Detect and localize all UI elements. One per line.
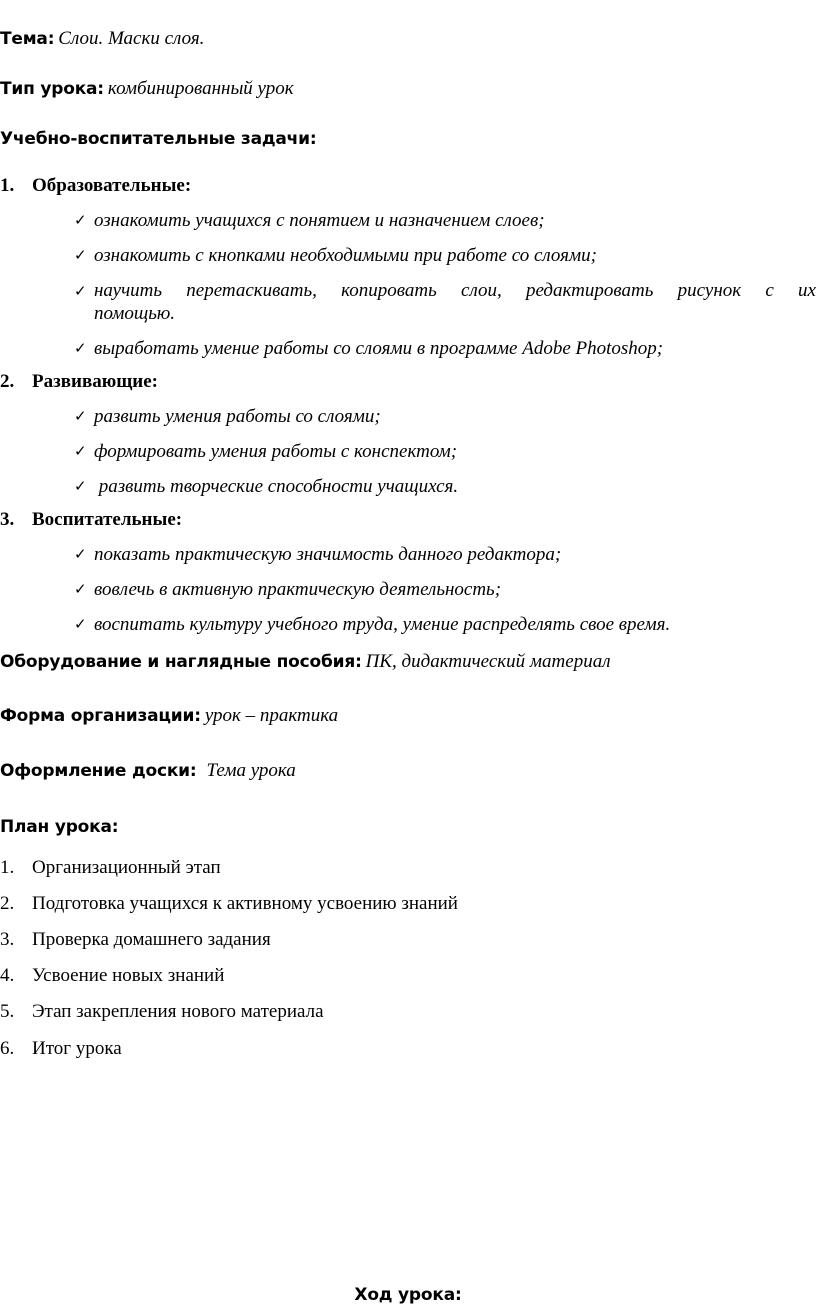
list-item (74, 405, 381, 429)
checkmark-icon: ✓ (74, 615, 87, 633)
list-item-text: показать практическую значимость данного редактора; (94, 544, 562, 565)
section-1-label: Образовательные: (32, 175, 192, 196)
list-item (74, 475, 458, 499)
list-item (74, 440, 457, 464)
list-item-text: выработать умение работы со слоями в программе Adobe Photoshop; (94, 338, 664, 359)
list-item-continuation: помощью. (94, 303, 176, 324)
plan-item-number: 1. (0, 857, 15, 878)
section-1-title (0, 175, 191, 197)
lesson-progress-heading: Ход урока: (354, 1285, 462, 1305)
list-item-text: развить творческие способности учащихся. (94, 476, 459, 497)
plan-item-number: 5. (0, 1001, 15, 1022)
topic-line (0, 28, 204, 51)
section-3-label: Воспитательные: (32, 509, 183, 530)
lesson-type-value: комбинированный урок (107, 78, 294, 99)
list-item (74, 244, 597, 268)
section-3-title (0, 509, 182, 531)
plan-item (0, 1038, 122, 1060)
plan-item-text: Организационный этап (32, 857, 221, 878)
plan-item-text: Усвоение новых знаний (32, 965, 225, 986)
board-line (0, 760, 296, 783)
plan-item (0, 929, 271, 951)
plan-item-text: Подготовка учащихся к активному усвоению знаний (32, 893, 458, 914)
plan-item-number: 2. (0, 893, 15, 914)
plan-item (0, 1001, 324, 1023)
board-label: Оформление доски: (0, 761, 197, 781)
list-item (74, 280, 94, 304)
section-1-number: 1. (0, 175, 15, 196)
checkmark-icon: ✓ (74, 545, 87, 563)
plan-item-number: 4. (0, 965, 15, 986)
equipment-value: ПК, дидактический материал (365, 651, 611, 672)
list-item (74, 578, 501, 602)
section-2-label: Развивающие: (32, 371, 158, 392)
list-item-text: ознакомить с кнопками необходимыми при работе со слоями; (94, 245, 597, 266)
checkmark-icon: ✓ (74, 407, 87, 425)
checkmark-icon: ✓ (74, 580, 87, 598)
list-item-text: развить умения работы со слоями; (94, 406, 381, 427)
topic-label: Тема: (0, 29, 55, 49)
section-2-title (0, 371, 158, 393)
topic-value: Слои. Маски слоя. (58, 28, 205, 49)
board-value: Тема урока (206, 760, 296, 781)
list-item (74, 337, 663, 361)
plan-item (0, 893, 458, 915)
list-item-text: научить перетаскивать, копировать слои, редактировать рисунок с их (94, 280, 816, 301)
checkmark-icon: ✓ (74, 246, 87, 264)
equipment-label: Оборудование и наглядные пособия: (0, 652, 362, 672)
list-item (74, 543, 561, 567)
list-item-text: вовлечь в активную практическую деятельность; (94, 579, 502, 600)
list-item (74, 209, 545, 233)
lesson-type-line (0, 78, 294, 101)
checkmark-icon: ✓ (74, 339, 87, 357)
organization-form-line (0, 705, 338, 728)
equipment-line (0, 651, 610, 674)
checkmark-icon: ✓ (74, 211, 87, 229)
tasks-heading: Учебно-воспитательные задачи: (0, 129, 317, 149)
plan-item (0, 857, 221, 879)
plan-item-number: 6. (0, 1038, 15, 1059)
list-item (74, 613, 670, 637)
organization-form-label: Форма организации: (0, 706, 201, 726)
list-item-text: ознакомить учащихся с понятием и назначением слоев; (94, 210, 545, 231)
lesson-type-label: Тип урока: (0, 79, 104, 99)
plan-heading: План урока: (0, 817, 119, 837)
section-3-number: 3. (0, 509, 15, 530)
checkmark-icon: ✓ (74, 282, 87, 300)
list-item-text: воспитать культуру учебного труда, умение распределять свое время. (94, 614, 671, 635)
plan-item (0, 965, 224, 987)
organization-form-value: урок – практика (204, 705, 339, 726)
plan-item-number: 3. (0, 929, 15, 950)
plan-item-text: Итог урока (32, 1038, 122, 1059)
plan-item-text: Проверка домашнего задания (32, 929, 271, 950)
checkmark-icon: ✓ (74, 477, 87, 495)
plan-item-text: Этап закрепления нового материала (32, 1001, 324, 1022)
list-item-text: формировать умения работы с конспектом; (94, 441, 458, 462)
section-2-number: 2. (0, 371, 15, 392)
checkmark-icon: ✓ (74, 442, 87, 460)
